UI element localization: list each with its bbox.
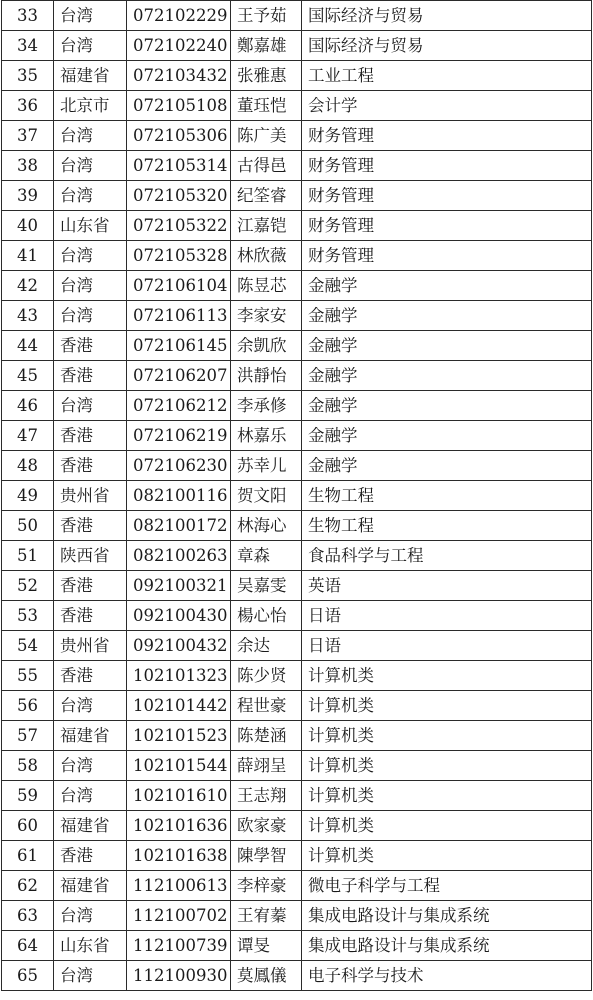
- region-cell: 贵州省: [54, 631, 127, 661]
- table-row: [2, 781, 592, 811]
- row-number: 37: [2, 121, 54, 151]
- table-row: [2, 661, 592, 691]
- major-cell: 日语: [302, 631, 592, 661]
- table-row: [2, 31, 592, 61]
- major-cell: 金融学: [302, 451, 592, 481]
- major-cell: 电子科学与技术: [302, 961, 592, 991]
- student-name-cell: 余达: [231, 631, 302, 661]
- region-cell: 山东省: [54, 931, 127, 961]
- row-number: 63: [2, 901, 54, 931]
- student-name-cell: 林嘉乐: [231, 421, 302, 451]
- row-number: 59: [2, 781, 54, 811]
- student-id-cell: 072105306: [127, 121, 231, 151]
- major-cell: 食品科学与工程: [302, 541, 592, 571]
- student-name-cell: 余凱欣: [231, 331, 302, 361]
- region-cell: 台湾: [54, 301, 127, 331]
- region-cell: 台湾: [54, 271, 127, 301]
- table-row: [2, 721, 592, 751]
- row-number: 55: [2, 661, 54, 691]
- table-row: [2, 121, 592, 151]
- student-id-cell: 102101323: [127, 661, 231, 691]
- row-number: 50: [2, 511, 54, 541]
- student-id-cell: 102101636: [127, 811, 231, 841]
- student-id-cell: 082100172: [127, 511, 231, 541]
- student-id-cell: 072106230: [127, 451, 231, 481]
- major-cell: 金融学: [302, 361, 592, 391]
- row-number: 52: [2, 571, 54, 601]
- student-id-cell: 072106113: [127, 301, 231, 331]
- region-cell: 福建省: [54, 871, 127, 901]
- region-cell: 台湾: [54, 121, 127, 151]
- table-row: [2, 871, 592, 901]
- row-number: 33: [2, 1, 54, 31]
- student-name-cell: 吴嘉雯: [231, 571, 302, 601]
- table-row: [2, 241, 592, 271]
- student-name-cell: 陈昱芯: [231, 271, 302, 301]
- region-cell: 山东省: [54, 211, 127, 241]
- region-cell: 福建省: [54, 811, 127, 841]
- table-row: [2, 451, 592, 481]
- student-id-cell: 072105322: [127, 211, 231, 241]
- table-row: [2, 901, 592, 931]
- student-id-cell: 072106104: [127, 271, 231, 301]
- student-name-cell: 林海心: [231, 511, 302, 541]
- major-cell: 工业工程: [302, 61, 592, 91]
- region-cell: 北京市: [54, 91, 127, 121]
- major-cell: 计算机类: [302, 811, 592, 841]
- table-row: [2, 691, 592, 721]
- row-number: 35: [2, 61, 54, 91]
- row-number: 44: [2, 331, 54, 361]
- major-cell: 财务管理: [302, 211, 592, 241]
- student-id-cell: 102101442: [127, 691, 231, 721]
- row-number: 56: [2, 691, 54, 721]
- student-id-cell: 072106145: [127, 331, 231, 361]
- major-cell: 金融学: [302, 271, 592, 301]
- region-cell: 台湾: [54, 781, 127, 811]
- student-name-cell: 张雅惠: [231, 61, 302, 91]
- row-number: 60: [2, 811, 54, 841]
- major-cell: 金融学: [302, 301, 592, 331]
- region-cell: 台湾: [54, 1, 127, 31]
- student-id-cell: 092100430: [127, 601, 231, 631]
- student-name-cell: 谭旻: [231, 931, 302, 961]
- table-row: [2, 361, 592, 391]
- major-cell: 财务管理: [302, 241, 592, 271]
- student-name-cell: 陈楚涵: [231, 721, 302, 751]
- table-row: [2, 181, 592, 211]
- region-cell: 台湾: [54, 901, 127, 931]
- major-cell: 国际经济与贸易: [302, 1, 592, 31]
- student-name-cell: 程世豪: [231, 691, 302, 721]
- student-name-cell: 林欣薇: [231, 241, 302, 271]
- region-cell: 台湾: [54, 391, 127, 421]
- row-number: 53: [2, 601, 54, 631]
- student-id-cell: 102101523: [127, 721, 231, 751]
- major-cell: 集成电路设计与集成系统: [302, 931, 592, 961]
- student-id-cell: 092100432: [127, 631, 231, 661]
- row-number: 46: [2, 391, 54, 421]
- region-cell: 贵州省: [54, 481, 127, 511]
- student-name-cell: 莫鳳儀: [231, 961, 302, 991]
- table-row: [2, 511, 592, 541]
- row-number: 58: [2, 751, 54, 781]
- major-cell: 生物工程: [302, 481, 592, 511]
- student-name-cell: 王予茹: [231, 1, 302, 31]
- region-cell: 陕西省: [54, 541, 127, 571]
- table-row: [2, 481, 592, 511]
- table-row: [2, 211, 592, 241]
- table-row: [2, 91, 592, 121]
- region-cell: 福建省: [54, 721, 127, 751]
- row-number: 61: [2, 841, 54, 871]
- region-cell: 香港: [54, 571, 127, 601]
- student-name-cell: 王宥蓁: [231, 901, 302, 931]
- region-cell: 香港: [54, 331, 127, 361]
- region-cell: 台湾: [54, 691, 127, 721]
- student-id-cell: 072105320: [127, 181, 231, 211]
- major-cell: 计算机类: [302, 841, 592, 871]
- student-id-cell: 072106207: [127, 361, 231, 391]
- major-cell: 计算机类: [302, 781, 592, 811]
- region-cell: 台湾: [54, 241, 127, 271]
- major-cell: 计算机类: [302, 661, 592, 691]
- row-number: 38: [2, 151, 54, 181]
- major-cell: 金融学: [302, 391, 592, 421]
- student-name-cell: 薛翊呈: [231, 751, 302, 781]
- row-number: 41: [2, 241, 54, 271]
- student-id-cell: 112100613: [127, 871, 231, 901]
- row-number: 39: [2, 181, 54, 211]
- student-name-cell: 楊心怡: [231, 601, 302, 631]
- table-row: [2, 571, 592, 601]
- table-row: [2, 601, 592, 631]
- table-row: [2, 151, 592, 181]
- region-cell: 香港: [54, 451, 127, 481]
- row-number: 64: [2, 931, 54, 961]
- row-number: 47: [2, 421, 54, 451]
- row-number: 54: [2, 631, 54, 661]
- student-name-cell: 欧家豪: [231, 811, 302, 841]
- row-number: 45: [2, 361, 54, 391]
- row-number: 43: [2, 301, 54, 331]
- student-name-cell: 贺文阳: [231, 481, 302, 511]
- row-number: 62: [2, 871, 54, 901]
- student-id-cell: 112100739: [127, 931, 231, 961]
- major-cell: 财务管理: [302, 121, 592, 151]
- table-row: [2, 751, 592, 781]
- student-name-cell: 陈少贤: [231, 661, 302, 691]
- major-cell: 生物工程: [302, 511, 592, 541]
- student-id-cell: 072105108: [127, 91, 231, 121]
- student-name-cell: 洪靜怡: [231, 361, 302, 391]
- table-row: [2, 331, 592, 361]
- student-name-cell: 纪筌睿: [231, 181, 302, 211]
- student-name-cell: 董珏恺: [231, 91, 302, 121]
- table-row: [2, 271, 592, 301]
- row-number: 49: [2, 481, 54, 511]
- major-cell: 英语: [302, 571, 592, 601]
- major-cell: 日语: [302, 601, 592, 631]
- major-cell: 金融学: [302, 421, 592, 451]
- region-cell: 香港: [54, 511, 127, 541]
- student-id-cell: 112100702: [127, 901, 231, 931]
- major-cell: 计算机类: [302, 691, 592, 721]
- table-row: [2, 421, 592, 451]
- table-row: [2, 301, 592, 331]
- major-cell: 集成电路设计与集成系统: [302, 901, 592, 931]
- region-cell: 福建省: [54, 61, 127, 91]
- student-name-cell: 章森: [231, 541, 302, 571]
- student-id-cell: 072106212: [127, 391, 231, 421]
- row-number: 65: [2, 961, 54, 991]
- region-cell: 香港: [54, 361, 127, 391]
- row-number: 51: [2, 541, 54, 571]
- student-name-cell: 鄭嘉雄: [231, 31, 302, 61]
- major-cell: 会计学: [302, 91, 592, 121]
- region-cell: 香港: [54, 601, 127, 631]
- table-body: [2, 1, 592, 991]
- row-number: 48: [2, 451, 54, 481]
- student-id-cell: 072102229: [127, 1, 231, 31]
- student-name-cell: 李承修: [231, 391, 302, 421]
- region-cell: 香港: [54, 841, 127, 871]
- table-row: [2, 61, 592, 91]
- major-cell: 国际经济与贸易: [302, 31, 592, 61]
- table-row: [2, 541, 592, 571]
- student-id-cell: 082100116: [127, 481, 231, 511]
- student-id-cell: 102101544: [127, 751, 231, 781]
- major-cell: 微电子科学与工程: [302, 871, 592, 901]
- student-name-cell: 苏幸儿: [231, 451, 302, 481]
- student-list-table: [1, 0, 592, 991]
- region-cell: 台湾: [54, 151, 127, 181]
- student-id-cell: 072103432: [127, 61, 231, 91]
- student-id-cell: 102101610: [127, 781, 231, 811]
- student-name-cell: 古得邑: [231, 151, 302, 181]
- student-name-cell: 江嘉铠: [231, 211, 302, 241]
- student-id-cell: 072105314: [127, 151, 231, 181]
- table-row: [2, 1, 592, 31]
- region-cell: 台湾: [54, 31, 127, 61]
- student-id-cell: 072105328: [127, 241, 231, 271]
- major-cell: 计算机类: [302, 751, 592, 781]
- major-cell: 财务管理: [302, 151, 592, 181]
- region-cell: 台湾: [54, 751, 127, 781]
- student-name-cell: 李家安: [231, 301, 302, 331]
- table-row: [2, 841, 592, 871]
- major-cell: 计算机类: [302, 721, 592, 751]
- student-id-cell: 082100263: [127, 541, 231, 571]
- student-id-cell: 072102240: [127, 31, 231, 61]
- row-number: 36: [2, 91, 54, 121]
- row-number: 42: [2, 271, 54, 301]
- table-row: [2, 961, 592, 991]
- major-cell: 财务管理: [302, 181, 592, 211]
- table-row: [2, 931, 592, 961]
- table-row: [2, 811, 592, 841]
- region-cell: 台湾: [54, 961, 127, 991]
- table-row: [2, 391, 592, 421]
- region-cell: 台湾: [54, 181, 127, 211]
- student-name-cell: 李梓豪: [231, 871, 302, 901]
- student-name-cell: 陳學智: [231, 841, 302, 871]
- row-number: 57: [2, 721, 54, 751]
- student-id-cell: 072106219: [127, 421, 231, 451]
- region-cell: 香港: [54, 661, 127, 691]
- table-row: [2, 631, 592, 661]
- row-number: 40: [2, 211, 54, 241]
- student-id-cell: 112100930: [127, 961, 231, 991]
- student-name-cell: 陈广美: [231, 121, 302, 151]
- region-cell: 香港: [54, 421, 127, 451]
- student-name-cell: 王志翔: [231, 781, 302, 811]
- row-number: 34: [2, 31, 54, 61]
- major-cell: 金融学: [302, 331, 592, 361]
- student-id-cell: 102101638: [127, 841, 231, 871]
- student-id-cell: 092100321: [127, 571, 231, 601]
